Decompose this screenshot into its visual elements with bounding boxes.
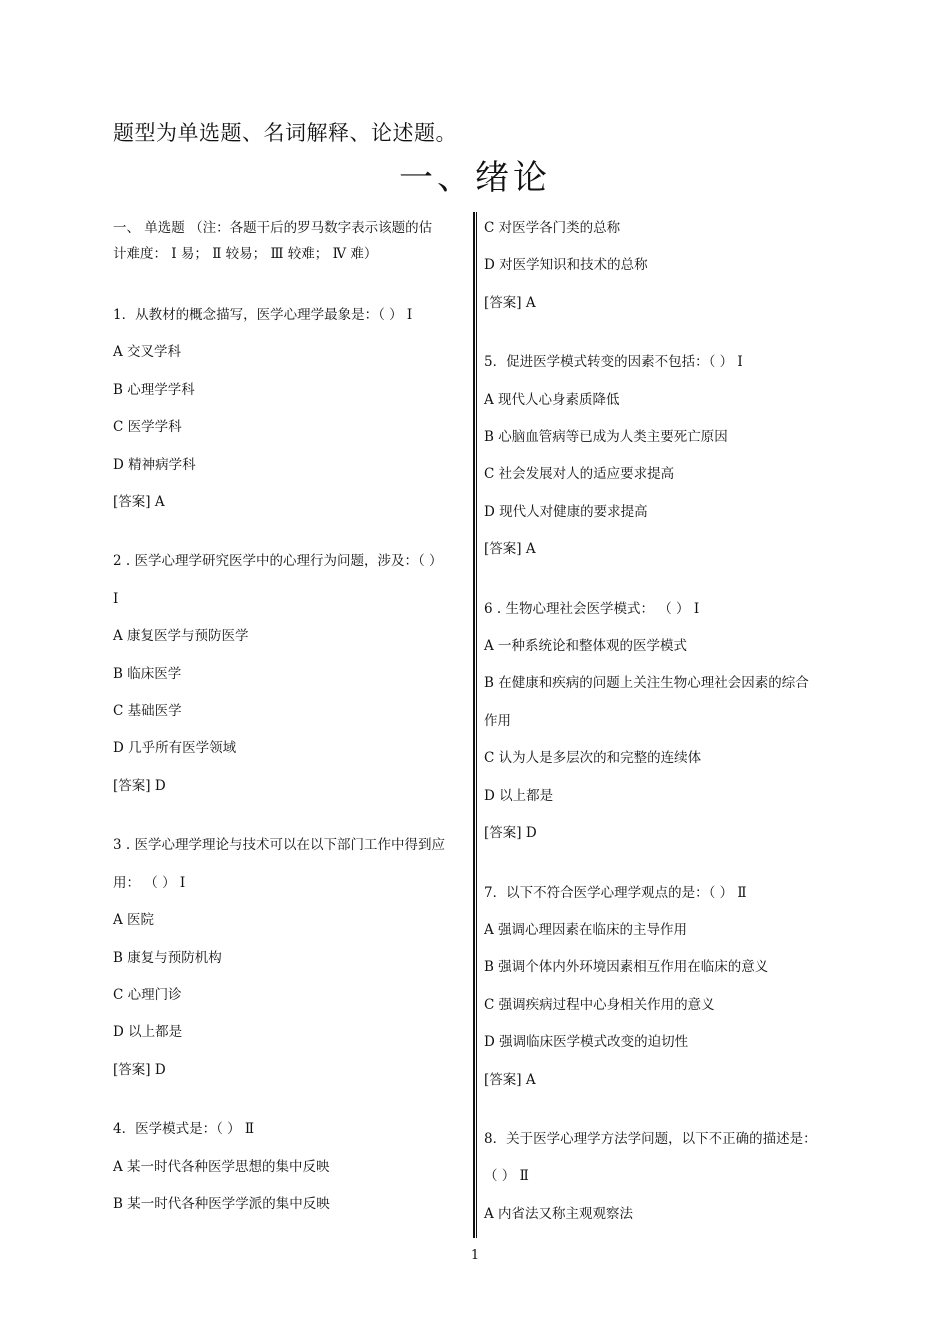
- column-divider: [473, 212, 477, 1238]
- option-a: A 康复医学与预防医学: [113, 628, 249, 645]
- question-2: [113, 543, 469, 805]
- question-stem: 3 . 医学心理学理论与技术可以在以下部门工作中得到应: [113, 837, 445, 854]
- question-stem: 6 . 生物心理社会医学模式： （ ） Ⅰ: [484, 600, 700, 617]
- option-a: A 一种系统论和整体观的医学模式: [484, 638, 688, 655]
- option-d: D 几乎所有医学领域: [113, 740, 237, 757]
- option-d: D 强调临床医学模式改变的迫切性: [484, 1034, 689, 1051]
- question-8: [484, 1121, 834, 1233]
- option-c: C 强调疾病过程中心身相关作用的意义: [484, 996, 715, 1013]
- answer: [答案] A: [113, 494, 165, 511]
- intro-text: 题型为单选题、名词解释、论述题。: [113, 121, 457, 145]
- question-stem: 7．以下不符合医学心理学观点的是：（ ） Ⅱ: [484, 884, 747, 901]
- option-d: D 对医学知识和技术的总称: [484, 257, 648, 274]
- question-stem: 2 . 医学心理学研究医学中的心理行为问题，涉及：（ ）: [113, 553, 443, 570]
- option-b: B 康复与预防机构: [113, 949, 222, 966]
- answer: [答案] D: [113, 1061, 166, 1078]
- option-b: B 临床医学: [113, 665, 182, 682]
- question-stem: 5．促进医学模式转变的因素不包括：（ ） Ⅰ: [484, 354, 743, 371]
- page-number: 1: [470, 1248, 480, 1263]
- question-stem: 1．从教材的概念描写，医学心理学最象是：（ ） Ⅰ: [113, 307, 413, 323]
- option-b: B 心理学学科: [113, 381, 195, 398]
- question-4-continued: [484, 210, 834, 322]
- answer: [答案] D: [113, 777, 166, 794]
- option-a: A 强调心理因素在临床的主导作用: [484, 921, 688, 938]
- question-7: [484, 875, 834, 1099]
- option-c: C 基础医学: [113, 703, 182, 720]
- note-line: 一、 单选题 （注：各题干后的罗马数字表示该题的估: [113, 220, 433, 236]
- question-5: [484, 344, 834, 568]
- right-column: [484, 210, 834, 1233]
- question-stem: 4．医学模式是：（ ） Ⅱ: [113, 1121, 255, 1138]
- question-6: [484, 591, 834, 853]
- option-c: C 心理门诊: [113, 986, 182, 1003]
- left-column: [113, 210, 469, 1223]
- option-a: A 交叉学科: [113, 344, 182, 361]
- question-stem-cont: Ⅰ: [113, 590, 119, 607]
- option-d: D 现代人对健康的要求提高: [484, 503, 648, 520]
- section-heading: 一、绪论: [399, 158, 551, 198]
- option-d: D 精神病学科: [113, 456, 196, 473]
- question-stem-cont: （ ） Ⅱ: [484, 1168, 529, 1185]
- option-d: D 以上都是: [113, 1024, 183, 1041]
- option-c: C 认为人是多层次的和完整的连续体: [484, 750, 702, 767]
- question-1: [113, 297, 469, 521]
- option-a: A 现代人心身素质降低: [484, 391, 620, 408]
- option-c: C 社会发展对人的适应要求提高: [484, 466, 675, 483]
- question-4: [113, 1111, 469, 1223]
- option-b-cont: 作用: [484, 712, 511, 729]
- option-b: B 强调个体内外环境因素相互作用在临床的意义: [484, 959, 769, 976]
- option-b: B 心脑血管病等已成为人类主要死亡原因: [484, 429, 728, 446]
- answer: [答案] A: [484, 1071, 536, 1088]
- difficulty-note: [113, 210, 469, 297]
- answer: [答案] D: [484, 825, 537, 842]
- option-a: A 内省法又称主观观察法: [484, 1205, 634, 1222]
- question-stem-cont: 用： （ ） Ⅰ: [113, 874, 186, 891]
- question-stem: 8．关于医学心理学方法学问题，以下不正确的描述是：: [484, 1130, 817, 1147]
- option-c: C 对医学各门类的总称: [484, 220, 621, 236]
- answer: [答案] A: [484, 541, 536, 558]
- option-a: A 医院: [113, 912, 155, 929]
- option-a: A 某一时代各种医学思想的集中反映: [113, 1158, 330, 1175]
- option-c: C 医学学科: [113, 419, 182, 436]
- note-line: 计难度： Ⅰ 易； Ⅱ 较易； Ⅲ 较难； Ⅳ 难）: [113, 246, 378, 262]
- answer: [答案] A: [484, 294, 536, 311]
- option-d: D 以上都是: [484, 787, 554, 804]
- question-3: [113, 827, 469, 1089]
- option-b: B 某一时代各种医学学派的集中反映: [113, 1195, 330, 1212]
- option-b: B 在健康和疾病的问题上关注生物心理社会因素的综合: [484, 675, 809, 692]
